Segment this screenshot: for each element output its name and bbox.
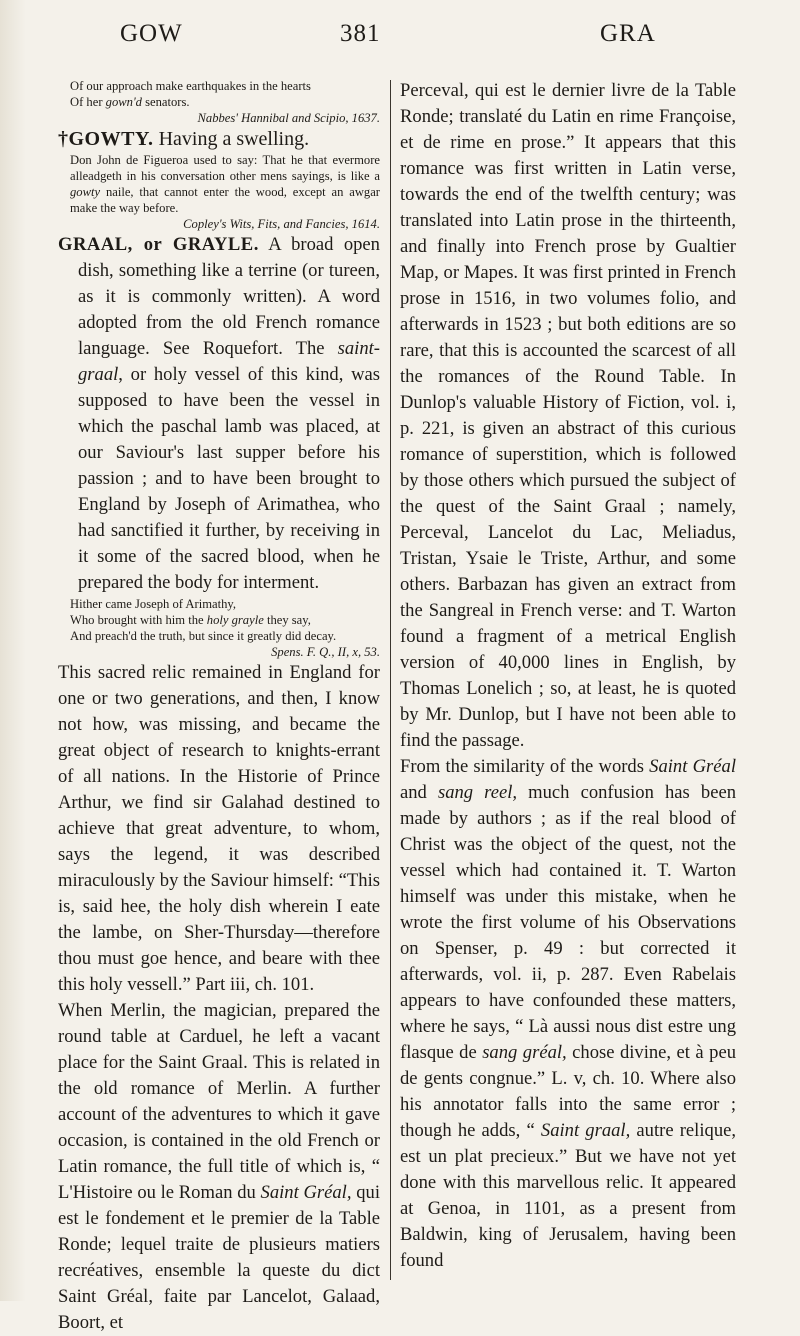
quote-paragraph [70, 152, 380, 216]
headword: †GOWTY. [58, 128, 154, 150]
text-run: From the similarity of the words [400, 756, 650, 777]
running-header [0, 20, 800, 60]
italic-term: sang gréal, [482, 1042, 567, 1063]
citation: Copley's Wits, Fits, and Fancies, 1614. [183, 217, 380, 231]
quote-line [70, 612, 380, 628]
quote-line: Of our approach make earthquakes in the hearts [70, 79, 311, 93]
italic-term: Saint graal, [540, 1120, 631, 1141]
quote-spenser [58, 596, 380, 660]
page-number: 381 [340, 20, 381, 47]
definition: A broad open dish, something like a terrine (or tureen, as it is commonly written). A word adopted from the old French romance language. See Roquefort. The [78, 234, 380, 359]
italic-term: Saint Gréal, [260, 1182, 352, 1203]
definition: Having a swelling. [153, 128, 310, 150]
definition: , or holy vessel of this kind, was supposed to have been the vessel in which the paschal lamb was placed, at our Saviour's last supper before his passion ; and to have been brought to England by Joseph of Arimathea, who had sanctified it further, by receiving in it some of the sacred blood, when he prepared the body for interment. [78, 364, 380, 593]
quote-italic-word: holy grayle [206, 613, 264, 627]
quote-line: And preach'd the truth, but since it greatly did decay. [70, 629, 337, 643]
text-run: When Merlin, the magician, prepared the round table at Carduel, he left a vacant place for the Saint Graal. This is related in the old romance of Merlin. A further account of the adventures to which it gave occasion, is contained in the old French or Latin romance, the full title of which is, “ L'Histoire ou le Roman du [58, 1000, 380, 1203]
left-column [58, 78, 380, 1336]
text-run: chose divine, et à peu de gents congnue.” L. v, ch. 10. Where also his annotator falls into the same error ; though he adds, “ [400, 1042, 736, 1141]
right-column [400, 78, 736, 1274]
citation: Spens. F. Q., II, x, 53. [271, 645, 380, 659]
header-right-guide-word: GRA [600, 20, 656, 47]
quote-text: Of her [70, 95, 106, 109]
column-divider [390, 80, 391, 1280]
italic-term: sang reel, [437, 782, 518, 803]
quote-italic-word: gowty [70, 185, 101, 199]
entry-graal [58, 232, 380, 596]
quote-italic-word: gown'd [105, 95, 142, 109]
quote-text: they say, [263, 613, 311, 627]
text-run: qui est le fondement et le premier de la Table Ronde; lequel traite de plusieurs matiers recréatives, ensemble la queste du dict Saint Gréal, faite par Lancelot, Galaad, Boort, et [58, 1182, 380, 1333]
text-run: much confusion has been made by authors ; as if the real blood of Christ was the object of the quest, not the vessel which had contained it. T. Warton himself was under this mistake, when he wrote the first volume of his Observations on Spenser, p. 49 : but corrected it afterwards, vol. ii, p. 287. Even Rabelais appears to have confounded these matters, where he says, “ Là aussi nous dist estre ung flasque de [400, 782, 736, 1063]
quote-text: senators. [141, 95, 190, 109]
quote-line [70, 94, 380, 110]
paragraph: Perceval, qui est le dernier livre de la Table Ronde; translaté du Latin en rime Françoise, et de rime en prose.” It appears that this romance was first written in Latin verse, towards the end of the twelfth century; was translated into Latin prose in the thirteenth, and finally into French prose by Gualtier Map, or Mapes. It was first printed in French prose in 1516, in two volumes folio, and afterwards in 1523 ; but both editions are so rare, that this is accounted the scarcest of all the romances of the Round Table. In Dunlop's valuable History of Fiction, vol. i, p. 221, is given an abstract of this curious romance of superstition, which is followed by those others which pursued the subject of the quest of the Saint Graal ; namely, Perceval, Lancelot du Lac, Meliadus, Tristan, Ysaie le Triste, Arthur, and some others. Barbazan has given an extract from the Sangreal in French verse: and T. Warton found a fragment of a metrical English version of 40,000 lines in English, by Thomas Lonelich ; so, at least, he is quoted by Mr. Dunlop, but I have not been able to find the passage. [400, 80, 736, 751]
quote-text: naile, that cannot enter the wood, except an awgar make the way before. [70, 185, 380, 215]
text-run: autre relique, est un plat precieux.” But we have not yet done with this marvellous relic. It appeared at Genoa, in 1101, as a present from Baldwin, king of Jerusalem, having been found [400, 1120, 737, 1271]
headword: GRAAL, or GRAYLE. [58, 234, 259, 255]
quote-nabbes [58, 78, 380, 126]
paragraph: This sacred relic remained in England for one or two generations, and then, I know not how, was missing, and became the great object of research to knights-errant of all nations. In the Historie of Prince Arthur, we find sir Galahad destined to achieve that great adventure, to whom, says the legend, it was described miraculously by the Saviour himself: “This is, said hee, the holy dish wherein I eate the lambe, on Sher-Thursday—therefore thou must goe hence, and beare with thee this holy vessell.” Part iii, ch. 101. [58, 662, 380, 995]
paragraph [400, 754, 736, 1274]
quote-copley [58, 152, 380, 232]
quote-line: Hither came Joseph of Arimathy, [70, 597, 237, 611]
page-edge-shadow [0, 0, 26, 1301]
quote-text: Don John de Figueroa used to say: That he that evermore alleadgeth in his conversation other mens sayings, is like a [70, 153, 380, 183]
quote-text: Who brought with him the [70, 613, 207, 627]
italic-term: saint-graal [78, 338, 380, 385]
italic-term: Saint Gréal [649, 756, 736, 777]
paragraph [58, 998, 380, 1336]
citation: Nabbes' Hannibal and Scipio, 1637. [197, 111, 380, 125]
entry-gowty [58, 126, 380, 152]
header-left-guide-word: GOW [120, 20, 183, 47]
text-run: and [400, 782, 438, 803]
